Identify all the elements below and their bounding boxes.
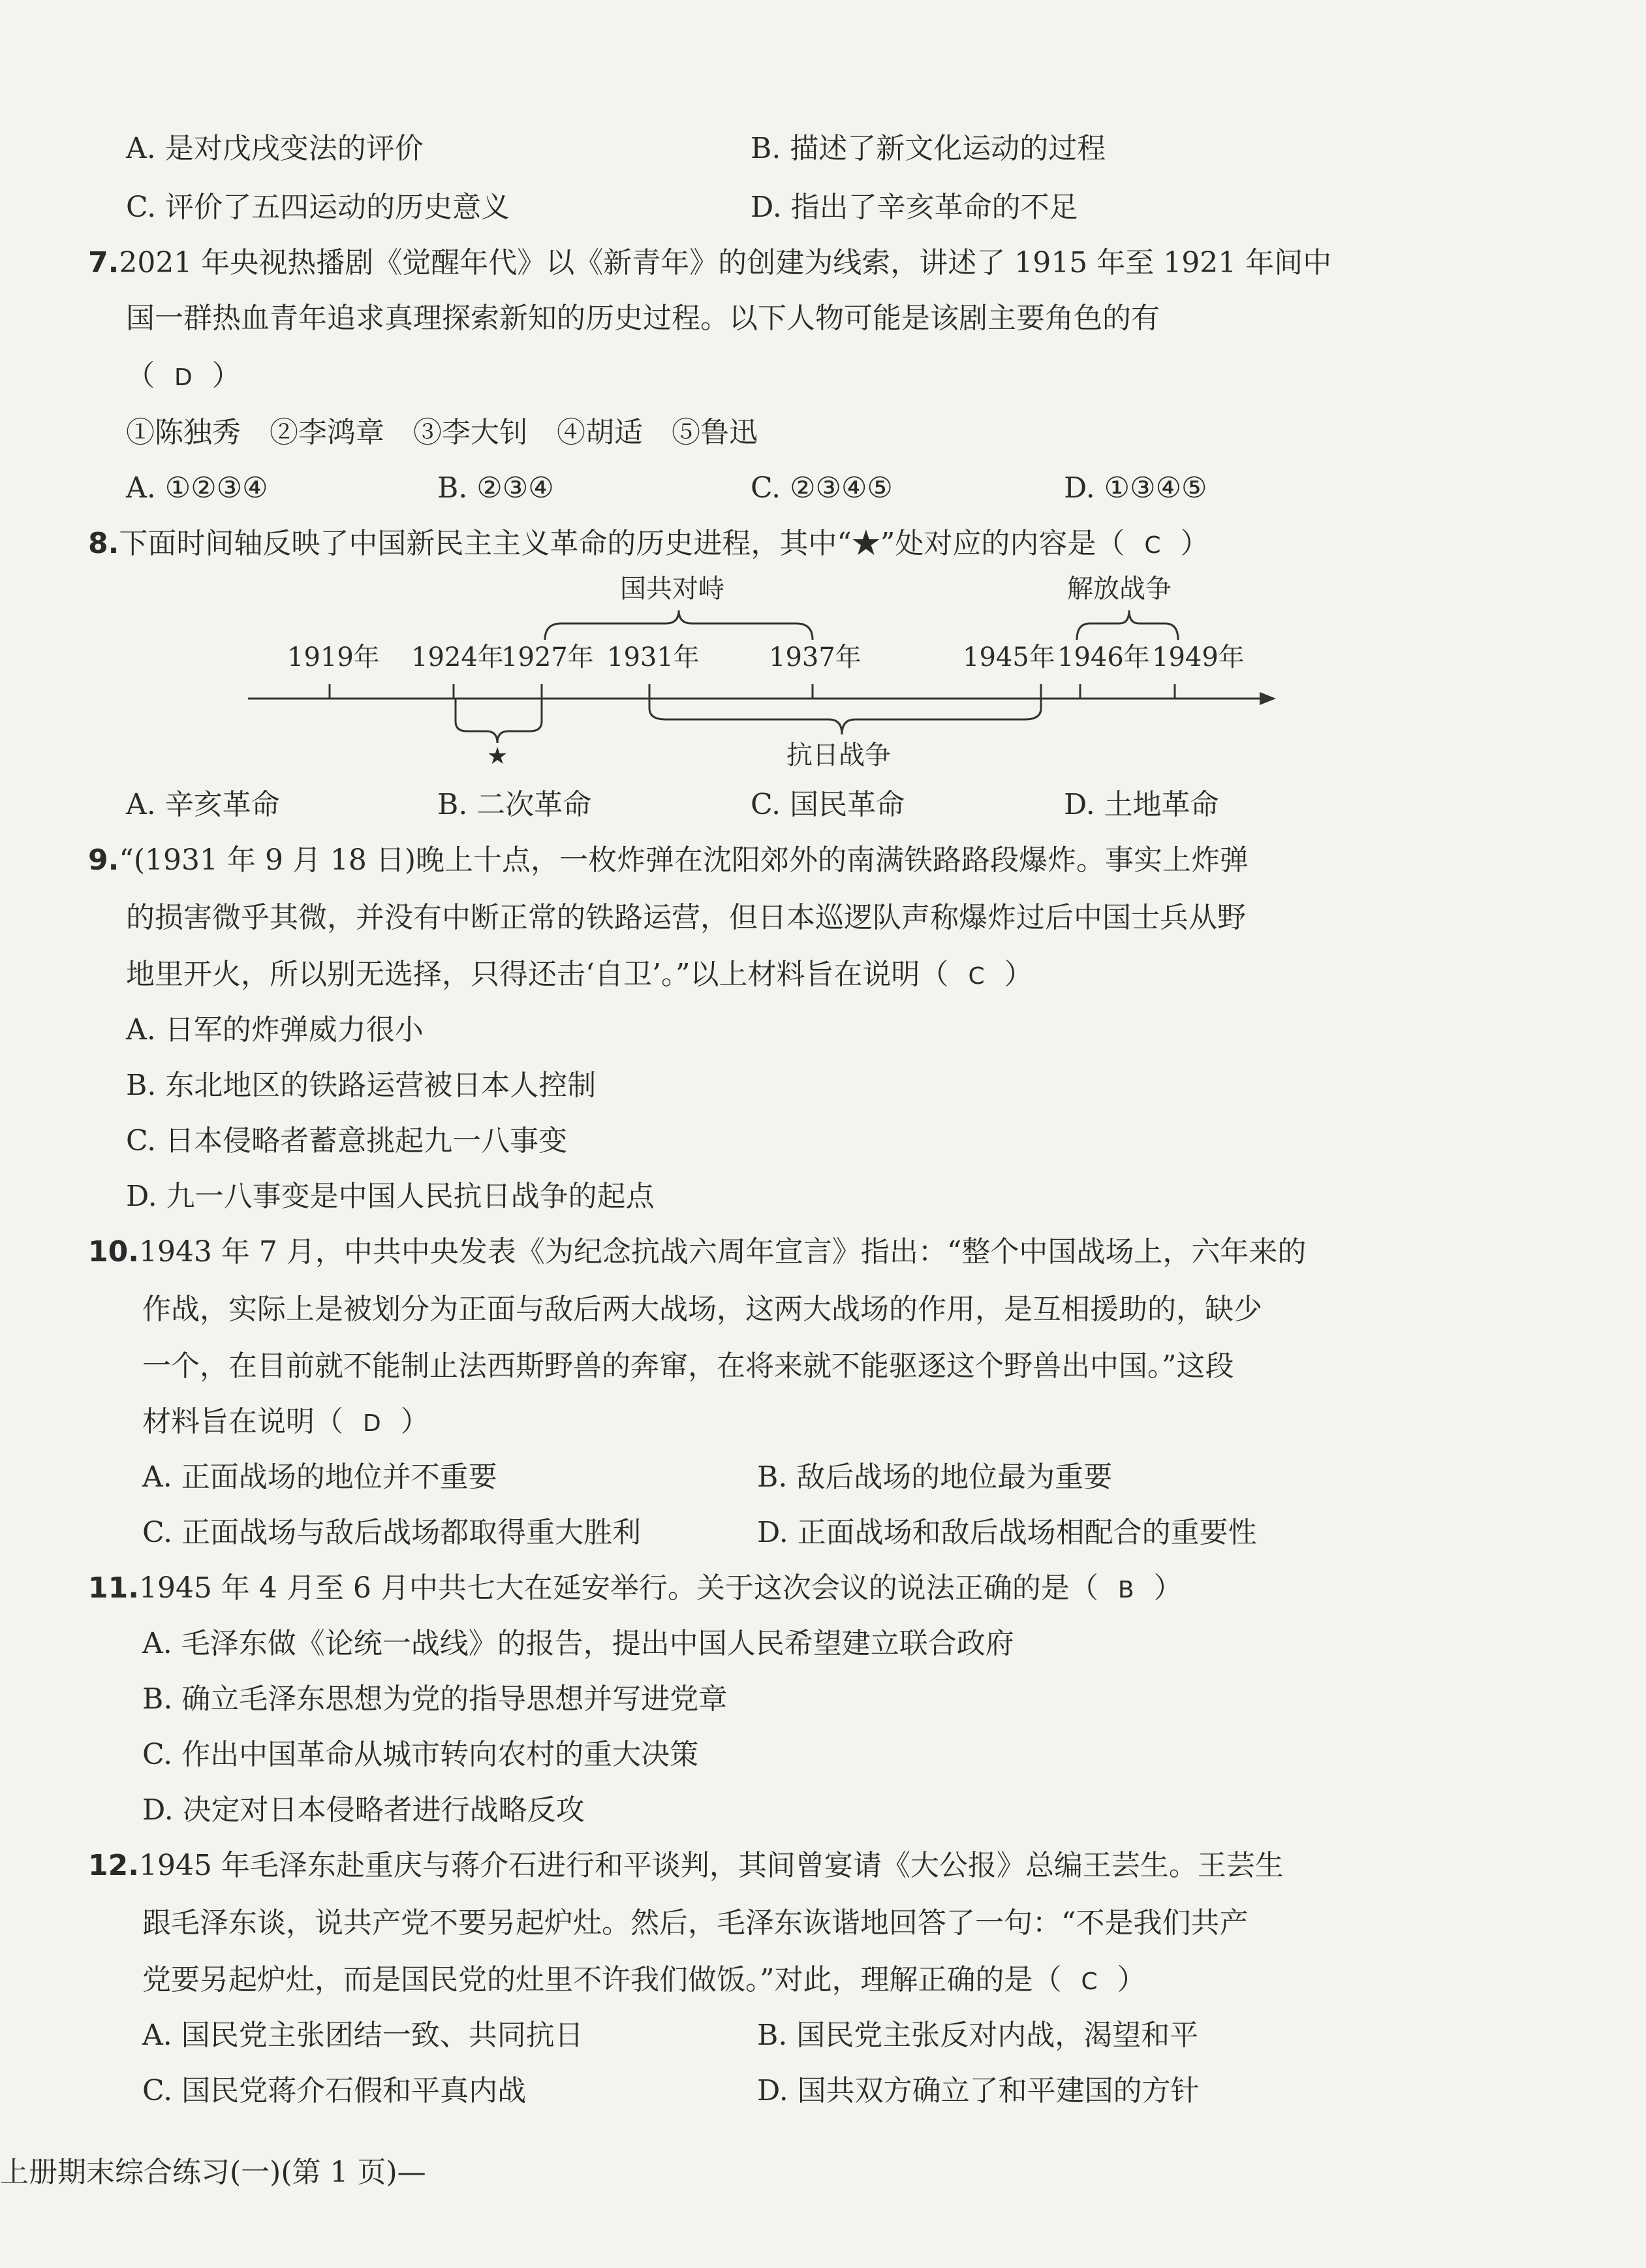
q7-paren-close: ） [211,359,241,392]
q8-option-c: C. 国民革命 [751,788,905,821]
q7-text-1: 2021 年央视热播剧《觉醒年代》以《新青年》的创建为线索，讲述了 1915 年至 1921 年间中 [119,246,1332,279]
brace-guogong-label: 国共对峙 [620,574,724,604]
q12-line2: 跟毛泽东谈，说共产党不要另起炉灶。然后，毛泽东诙谐地回答了一句：“不是我们共产 [142,1906,1249,1940]
q9-line2: 的损害微乎其微，并没有中断正常的铁路运营，但日本巡逻队声称爆炸过后中国士兵从野 [126,901,1246,934]
brace-star [456,699,542,743]
q8-answer: C [1144,532,1161,559]
q8-text: 下面时间轴反映了中国新民主主义革命的历史进程，其中“★”处对应的内容是（ [119,527,1125,560]
q12-option-a: A. 国民党主张团结一致、共同抗日 [142,2019,583,2052]
page-footer: 上册期末综合练习(一)(第 1 页)— [0,2156,426,2189]
q11-option-a: A. 毛泽东做《论统一战线》的报告，提出中国人民希望建立联合政府 [142,1627,1014,1660]
q12-option-c: C. 国民党蒋介石假和平真内战 [142,2074,527,2107]
label-1949: 1949年 [1152,642,1245,672]
q9-line1 [88,842,1249,879]
brace-jiefang-label: 解放战争 [1067,574,1172,604]
q6-option-c: C. 评价了五四运动的历史意义 [126,191,510,224]
q9-line3 [126,956,1033,995]
q12-number: 12. [88,1849,139,1882]
q10-line2: 作战，实际上是被划分为正面与敌后两大战场，这两大战场的作用，是互相援助的，缺少 [142,1293,1262,1326]
q10-number: 10. [88,1235,139,1268]
q7-line3 [126,358,241,396]
q10-option-b: B. 敌后战场的地位最为重要 [757,1460,1113,1494]
q12-text-3: 党要另起炉灶，而是国民党的灶里不许我们做饭。”对此，理解正确的是（ [142,1963,1062,1996]
star-mark: ★ [487,743,508,770]
q10-option-c: C. 正面战场与敌后战场都取得重大胜利 [142,1516,642,1549]
q7-option-b: B. ②③④ [437,471,554,505]
timeline-arrow [1260,692,1276,705]
q7-line2: 国一群热血青年追求真理探索新知的历史过程。以下人物可能是该剧主要角色的有 [126,302,1160,335]
q12-line1 [88,1848,1284,1884]
q6-option-b: B. 描述了新文化运动的过程 [751,132,1106,165]
q10-line3: 一个，在目前就不能制止法西斯野兽的奔窜，在将来就不能驱逐这个野兽出中国。”这段 [142,1349,1234,1383]
q7-paren-open: （ [126,359,155,392]
q11-answer: B [1117,1577,1134,1603]
q8-option-b: B. 二次革命 [437,788,592,821]
q8-stem [88,526,1209,564]
q7-option-c: C. ②③④⑤ [751,471,893,505]
q6-option-d: D. 指出了辛亥革命的不足 [751,191,1078,224]
q7-answer: D [174,364,193,391]
q8-option-d: D. 土地革命 [1064,788,1219,821]
q12-option-d: D. 国共双方确立了和平建国的方针 [757,2074,1200,2107]
q7-number: 7. [88,246,119,279]
q10-option-a: A. 正面战场的地位并不重要 [142,1460,497,1494]
q10-line4 [142,1404,429,1442]
q9-option-a: A. 日军的炸弹威力很小 [126,1013,424,1047]
q7-option-d: D. ①③④⑤ [1064,471,1207,505]
q9-option-c: C. 日本侵略者蓄意挑起九一八事变 [126,1124,568,1158]
q9-option-b: B. 东北地区的铁路运营被日本人控制 [126,1069,597,1102]
q8-number: 8. [88,527,119,560]
q11-option-c: C. 作出中国革命从城市转向农村的重大决策 [142,1738,699,1771]
label-1931: 1931年 [607,642,700,672]
q8-timeline [0,568,1646,790]
q10-text-1: 1943 年 7 月，中共中央发表《为纪念抗战六周年宣言》指出：“整个中国战场上，六年来的 [138,1235,1307,1268]
q10-paren-close: ） [400,1405,429,1438]
q12-answer: C [1081,1968,1098,1995]
q8-option-a: A. 辛亥革命 [126,788,280,821]
q11-text: 1945 年 4 月至 6 月中共七大在延安举行。关于这次会议的说法正确的是（ [138,1571,1098,1605]
label-1946: 1946年 [1057,642,1150,672]
q9-option-d: D. 九一八事变是中国人民抗日战争的起点 [126,1180,655,1213]
q10-option-d: D. 正面战场和敌后战场相配合的重要性 [757,1516,1257,1549]
label-1927: 1927年 [501,642,594,672]
label-1924: 1924年 [411,642,504,672]
label-1919: 1919年 [287,642,380,672]
q9-answer: C [968,963,985,990]
label-1945: 1945年 [963,642,1055,672]
q9-text-1: “(1931 年 9 月 18 日)晚上十点，一枚炸弹在沈阳郊外的南满铁路路段爆炸。事实上炸弹 [119,843,1249,877]
q10-answer: D [363,1410,381,1437]
brace-kangri [649,699,1041,734]
q11-number: 11. [88,1571,139,1605]
q9-paren-close: ） [1004,958,1033,991]
q12-line3 [142,1962,1146,2000]
q10-line1 [88,1234,1306,1270]
brace-jiefang [1077,610,1178,640]
brace-guogong [545,610,813,640]
q11-option-d: D. 决定对日本侵略者进行战略反攻 [142,1793,585,1827]
q9-text-3: 地里开火，所以别无选择，只得还击‘自卫’。”以上材料旨在说明（ [126,958,949,991]
q6-option-a: A. 是对戊戌变法的评价 [126,132,424,165]
q9-number: 9. [88,843,119,877]
q12-option-b: B. 国民党主张反对内战，渴望和平 [757,2019,1199,2052]
q7-items: ①陈独秀 ②李鸿章 ③李大钊 ④胡适 ⑤鲁迅 [126,416,758,449]
q11-paren-close: ） [1153,1571,1183,1605]
q12-paren-close: ） [1117,1963,1146,1996]
q11-stem [88,1570,1183,1609]
q10-text-4: 材料旨在说明（ [142,1405,343,1438]
brace-kangri-label: 抗日战争 [786,740,891,770]
q12-text-1: 1945 年毛泽东赴重庆与蒋介石进行和平谈判，其间曾宴请《大公报》总编王芸生。王芸生 [138,1849,1284,1882]
q8-paren-close: ） [1180,527,1209,560]
label-1937: 1937年 [769,642,862,672]
q11-option-b: B. 确立毛泽东思想为党的指导思想并写进党章 [142,1682,728,1716]
q7-line1 [88,245,1331,281]
q7-option-a: A. ①②③④ [126,471,268,505]
